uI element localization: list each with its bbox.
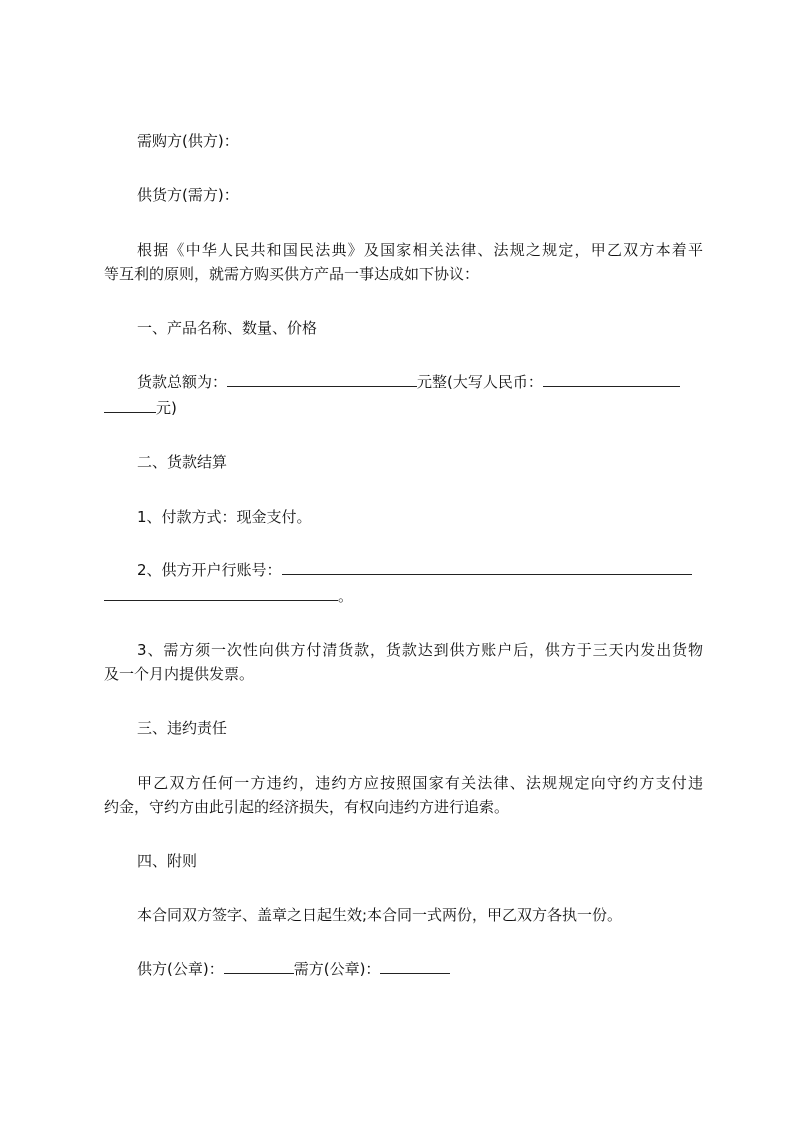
bank-account-blank-2 (104, 586, 338, 601)
section-3-title: 三、违约责任 (137, 719, 228, 737)
bank-account-blank-1 (282, 560, 692, 575)
breach-line-2: 约金，守约方由此引起的经济损失，有权向违约方进行追索。 (104, 798, 510, 816)
bank-account-line-2: 。 (104, 586, 704, 606)
breach-line-1: 甲乙双方任何一方违约，违约方应按照国家有关法律、法规规定向守约方支付违 (137, 774, 703, 792)
total-amount-line: 货款总额为： 元整(大写人民币： (137, 372, 737, 392)
supplier-label: 供货方(需方)： (137, 186, 239, 204)
payment-terms-line-1: 3、需方须一次性向供方付清货款，货款达到供方账户后，供方于三天内发出货物 (137, 641, 703, 659)
supplier-seal-label: 供方(公章)： (137, 960, 224, 978)
section-2-title: 二、货款结算 (137, 453, 228, 471)
total-amount-blank (227, 372, 417, 387)
total-uppercase-blank-2 (104, 398, 156, 413)
buyer-label: 需购方(供方)： (137, 132, 239, 150)
seal-line (137, 959, 737, 979)
bank-account-line: 2、供方开户行账号： (137, 560, 737, 580)
total-uppercase-blank-1 (543, 372, 680, 387)
section-1-title: 一、产品名称、数量、价格 (137, 319, 318, 337)
payment-terms-line-2: 及一个月内提供发票。 (104, 665, 255, 683)
total-amount-line-2: 元) (104, 398, 704, 418)
supplier-seal-blank (224, 959, 294, 974)
section-4-title: 四、附则 (137, 852, 198, 870)
effect-clause: 本合同双方签字、盖章之日起生效;本合同一式两份，甲乙双方各执一份。 (137, 906, 623, 924)
buyer-seal-blank (380, 959, 450, 974)
buyer-seal-label: 需方(公章)： (293, 960, 381, 978)
preamble-line-1: 根据《中华人民共和国民法典》及国家相关法律、法规之规定，甲乙双方本着平 (137, 241, 703, 259)
preamble-line-2: 等互利的原则，就需方购买供方产品一事达成如下协议： (104, 265, 480, 283)
payment-method: 1、付款方式：现金支付。 (137, 508, 312, 526)
